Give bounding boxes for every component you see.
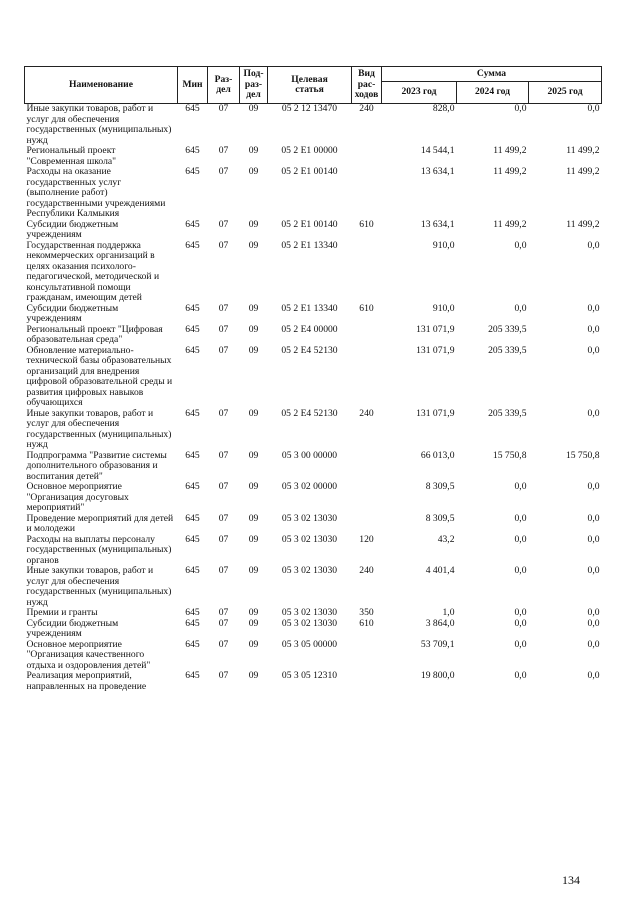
cell-min: 645 xyxy=(185,670,200,681)
cell-2025: 11 499,2 xyxy=(566,166,600,177)
cell-vid xyxy=(352,241,382,304)
table-row xyxy=(25,304,602,325)
cell-min: 645 xyxy=(185,512,200,524)
table-row xyxy=(25,451,602,483)
cell-vid xyxy=(352,671,382,692)
cell-vid: 240 xyxy=(359,407,374,419)
cell-razdel: 07 xyxy=(218,512,229,524)
cell-2023: 13 634,1 xyxy=(420,218,455,230)
cell-target: 05 3 05 00000 xyxy=(281,638,338,650)
cell-podrazdel: 09 xyxy=(248,533,259,545)
cell-podrazdel: 09 xyxy=(248,344,259,356)
cell-name: Иные закупки товаров, работ и услуг для обеспечения государственных (муниципальных) нужд xyxy=(26,565,172,608)
cell-razdel: 07 xyxy=(218,449,229,461)
cell-vid: 610 xyxy=(359,218,374,230)
header-min: Мин xyxy=(178,67,208,104)
cell-razdel: 07 xyxy=(218,166,229,177)
cell-vid: 610 xyxy=(359,617,374,629)
cell-2024: 0,0 xyxy=(514,617,527,629)
cell-2024: 11 499,2 xyxy=(493,218,527,230)
cell-2025: 0,0 xyxy=(587,638,600,650)
cell-target: 05 2 E1 00140 xyxy=(281,218,338,230)
header-name: Наименование xyxy=(25,67,178,104)
cell-min: 645 xyxy=(185,239,200,251)
cell-target: 05 2 12 13470 xyxy=(281,103,338,114)
cell-podrazdel: 09 xyxy=(248,638,259,650)
cell-2024: 205 339,5 xyxy=(488,344,527,356)
cell-2024: 15 750,8 xyxy=(492,449,527,461)
cell-razdel: 07 xyxy=(218,103,229,114)
table-row xyxy=(25,482,602,514)
cell-2024: 0,0 xyxy=(514,533,527,545)
cell-razdel: 07 xyxy=(218,145,229,156)
cell-vid: 240 xyxy=(359,103,374,114)
cell-2023: 13 634,1 xyxy=(420,166,455,177)
cell-2023: 66 013,0 xyxy=(420,449,455,461)
cell-name: Государственная поддержка некоммерческих организаций в целях оказания психолого-педагогической, методической и консультативной помощи гражданам, имеющим детей xyxy=(26,239,160,303)
header-target: Целевая статья xyxy=(268,67,352,104)
cell-min: 645 xyxy=(185,145,200,156)
cell-2025: 0,0 xyxy=(587,103,600,114)
cell-podrazdel: 09 xyxy=(248,617,259,629)
cell-min: 645 xyxy=(185,166,200,177)
cell-vid: 240 xyxy=(359,565,374,576)
cell-2024: 0,0 xyxy=(514,481,527,492)
cell-target: 05 3 02 13030 xyxy=(281,565,338,576)
cell-podrazdel: 09 xyxy=(248,670,259,681)
cell-2025: 0,0 xyxy=(587,512,600,524)
cell-target: 05 3 00 00000 xyxy=(281,449,338,461)
cell-razdel: 07 xyxy=(218,218,229,230)
cell-target: 05 2 E1 13340 xyxy=(281,239,338,251)
cell-podrazdel: 09 xyxy=(248,166,259,177)
cell-vid xyxy=(352,451,382,483)
table-row xyxy=(25,167,602,220)
cell-vid xyxy=(352,146,382,167)
cell-min: 645 xyxy=(185,344,200,356)
cell-podrazdel: 09 xyxy=(248,218,259,230)
header-2025: 2025 год xyxy=(529,82,602,104)
cell-name: Проведение мероприятий для детей и молодежи xyxy=(26,512,174,534)
cell-2025: 0,0 xyxy=(587,670,600,681)
cell-podrazdel: 09 xyxy=(248,565,259,576)
cell-2025: 0,0 xyxy=(587,565,600,576)
table-row xyxy=(25,535,602,567)
cell-min: 645 xyxy=(185,638,200,650)
cell-razdel: 07 xyxy=(218,565,229,576)
cell-min: 645 xyxy=(185,533,200,545)
cell-name: Расходы на оказание государственных услуг (выполнение работ) государственными учреждениями Республики Калмыкия xyxy=(26,166,166,219)
cell-min: 645 xyxy=(185,323,200,335)
cell-podrazdel: 09 xyxy=(248,103,259,114)
cell-name: Иные закупки товаров, работ и услуг для обеспечения государственных (муниципальных) нужд xyxy=(26,407,172,450)
cell-2023: 910,0 xyxy=(432,302,455,314)
cell-target: 05 2 E4 00000 xyxy=(281,323,338,335)
cell-name: Подпрограмма "Развитие системы дополнительного образования и воспитания детей" xyxy=(26,449,167,482)
cell-2025: 0,0 xyxy=(587,481,600,492)
table-row xyxy=(25,104,602,147)
cell-2025: 0,0 xyxy=(587,617,600,629)
cell-name: Субсидии бюджетным учреждениям xyxy=(26,218,119,240)
cell-vid: 120 xyxy=(359,533,374,545)
cell-target: 05 3 02 00000 xyxy=(281,481,338,492)
table-row xyxy=(25,409,602,451)
cell-target: 05 3 02 13030 xyxy=(281,607,338,618)
page-number: 134 xyxy=(562,873,580,887)
cell-razdel: 07 xyxy=(218,239,229,251)
cell-min: 645 xyxy=(185,565,200,576)
cell-target: 05 3 02 13030 xyxy=(281,512,338,524)
cell-min: 645 xyxy=(185,481,200,492)
cell-2024: 0,0 xyxy=(514,103,527,114)
cell-2024: 0,0 xyxy=(514,670,527,681)
table-row xyxy=(25,671,602,692)
cell-name: Иные закупки товаров, работ и услуг для обеспечения государственных (муниципальных) нужд xyxy=(26,103,172,146)
cell-2025: 0,0 xyxy=(587,533,600,545)
cell-min: 645 xyxy=(185,103,200,114)
cell-vid xyxy=(352,346,382,409)
table-row xyxy=(25,514,602,535)
cell-2023: 828,0 xyxy=(432,103,455,114)
table-row xyxy=(25,146,602,167)
cell-vid xyxy=(352,167,382,220)
cell-name: Региональный проект "Современная школа" xyxy=(26,145,117,167)
cell-2023: 1,0 xyxy=(442,607,455,618)
cell-razdel: 07 xyxy=(218,638,229,650)
cell-vid xyxy=(352,482,382,514)
cell-target: 05 3 02 13030 xyxy=(281,617,338,629)
cell-target: 05 2 E1 13340 xyxy=(281,302,338,314)
header-podrazdel: Под- раз- дел xyxy=(240,67,268,104)
cell-2025: 11 499,2 xyxy=(566,218,600,230)
cell-2024: 0,0 xyxy=(514,302,527,314)
cell-2024: 0,0 xyxy=(514,239,527,251)
cell-2023: 131 071,9 xyxy=(416,323,455,335)
cell-name: Обновление материально-технической базы образовательных организаций для внедрения цифровой образовательной среды и развития цифровых навыков обучающихся xyxy=(26,344,173,408)
header-2024: 2024 год xyxy=(457,82,529,104)
cell-2023: 14 544,1 xyxy=(420,145,455,156)
cell-vid xyxy=(352,514,382,535)
cell-2023: 4 401,4 xyxy=(425,565,455,576)
cell-min: 645 xyxy=(185,407,200,419)
table-row xyxy=(25,640,602,672)
cell-2024: 205 339,5 xyxy=(488,323,527,335)
cell-vid: 350 xyxy=(359,607,374,618)
table-row xyxy=(25,346,602,409)
cell-min: 645 xyxy=(185,617,200,629)
cell-2025: 0,0 xyxy=(587,302,600,314)
cell-vid xyxy=(352,640,382,672)
cell-podrazdel: 09 xyxy=(248,407,259,419)
cell-name: Реализация мероприятий, направленных на проведение xyxy=(26,670,147,692)
table-body xyxy=(25,104,602,693)
budget-table xyxy=(24,66,602,692)
cell-razdel: 07 xyxy=(218,302,229,314)
cell-2024: 0,0 xyxy=(514,512,527,524)
header-2023: 2023 год xyxy=(382,82,457,104)
cell-2025: 0,0 xyxy=(587,239,600,251)
cell-min: 645 xyxy=(185,449,200,461)
cell-2023: 3 864,0 xyxy=(425,617,455,629)
cell-target: 05 2 E1 00000 xyxy=(281,145,338,156)
cell-2023: 8 309,5 xyxy=(425,512,455,524)
cell-2023: 131 071,9 xyxy=(416,407,455,419)
table-header xyxy=(25,67,602,104)
cell-razdel: 07 xyxy=(218,407,229,419)
cell-razdel: 07 xyxy=(218,344,229,356)
cell-2024: 0,0 xyxy=(514,565,527,576)
table-row xyxy=(25,608,602,619)
header-razdel: Раз- дел xyxy=(208,67,240,104)
cell-podrazdel: 09 xyxy=(248,323,259,335)
cell-2025: 15 750,8 xyxy=(565,449,600,461)
cell-2023: 19 800,0 xyxy=(420,670,455,681)
table-row xyxy=(25,566,602,608)
cell-2023: 53 709,1 xyxy=(420,638,455,650)
cell-min: 645 xyxy=(185,218,200,230)
cell-2025: 11 499,2 xyxy=(566,145,600,156)
cell-razdel: 07 xyxy=(218,617,229,629)
cell-name: Основное мероприятие "Организация качественного отдыха и оздоровления детей" xyxy=(26,638,151,671)
cell-2024: 0,0 xyxy=(514,607,527,618)
cell-2024: 11 499,2 xyxy=(493,145,527,156)
cell-razdel: 07 xyxy=(218,607,229,618)
cell-2025: 0,0 xyxy=(587,607,600,618)
table-row xyxy=(25,241,602,304)
cell-min: 645 xyxy=(185,302,200,314)
cell-vid: 610 xyxy=(359,302,374,314)
cell-2025: 0,0 xyxy=(587,407,600,419)
cell-2023: 910,0 xyxy=(432,239,455,251)
table-row xyxy=(25,220,602,241)
table-row xyxy=(25,325,602,346)
cell-2023: 131 071,9 xyxy=(416,344,455,356)
cell-vid xyxy=(352,325,382,346)
table-row xyxy=(25,619,602,640)
cell-target: 05 2 E1 00140 xyxy=(281,166,338,177)
cell-2024: 11 499,2 xyxy=(493,166,527,177)
cell-podrazdel: 09 xyxy=(248,481,259,492)
cell-podrazdel: 09 xyxy=(248,239,259,251)
cell-target: 05 3 02 13030 xyxy=(281,533,338,545)
cell-name: Расходы на выплаты персоналу государственных (муниципальных) органов xyxy=(26,533,172,566)
cell-podrazdel: 09 xyxy=(248,449,259,461)
header-vid: Вид рас- ходов xyxy=(352,67,382,104)
cell-name: Субсидии бюджетным учреждениям xyxy=(26,302,119,324)
cell-podrazdel: 09 xyxy=(248,607,259,618)
cell-min: 645 xyxy=(185,607,200,618)
cell-2023: 8 309,5 xyxy=(425,481,455,492)
cell-razdel: 07 xyxy=(218,323,229,335)
cell-target: 05 2 E4 52130 xyxy=(281,344,338,356)
cell-razdel: 07 xyxy=(218,670,229,681)
cell-podrazdel: 09 xyxy=(248,302,259,314)
cell-target: 05 3 05 12310 xyxy=(281,670,338,681)
cell-name: Основное мероприятие "Организация досуговых мероприятий" xyxy=(26,481,129,513)
cell-2024: 0,0 xyxy=(514,638,527,650)
header-sum: Сумма xyxy=(382,67,602,82)
cell-2024: 205 339,5 xyxy=(488,407,527,419)
cell-name: Региональный проект "Цифровая образовательная среда" xyxy=(26,323,163,345)
cell-target: 05 2 E4 52130 xyxy=(281,407,338,419)
cell-razdel: 07 xyxy=(218,533,229,545)
cell-2023: 43,2 xyxy=(437,533,455,545)
cell-podrazdel: 09 xyxy=(248,145,259,156)
cell-podrazdel: 09 xyxy=(248,512,259,524)
cell-2025: 0,0 xyxy=(587,344,600,356)
cell-name: Субсидии бюджетным учреждениям xyxy=(26,617,119,639)
cell-2025: 0,0 xyxy=(587,323,600,335)
cell-razdel: 07 xyxy=(218,481,229,492)
cell-name: Премии и гранты xyxy=(26,607,98,618)
